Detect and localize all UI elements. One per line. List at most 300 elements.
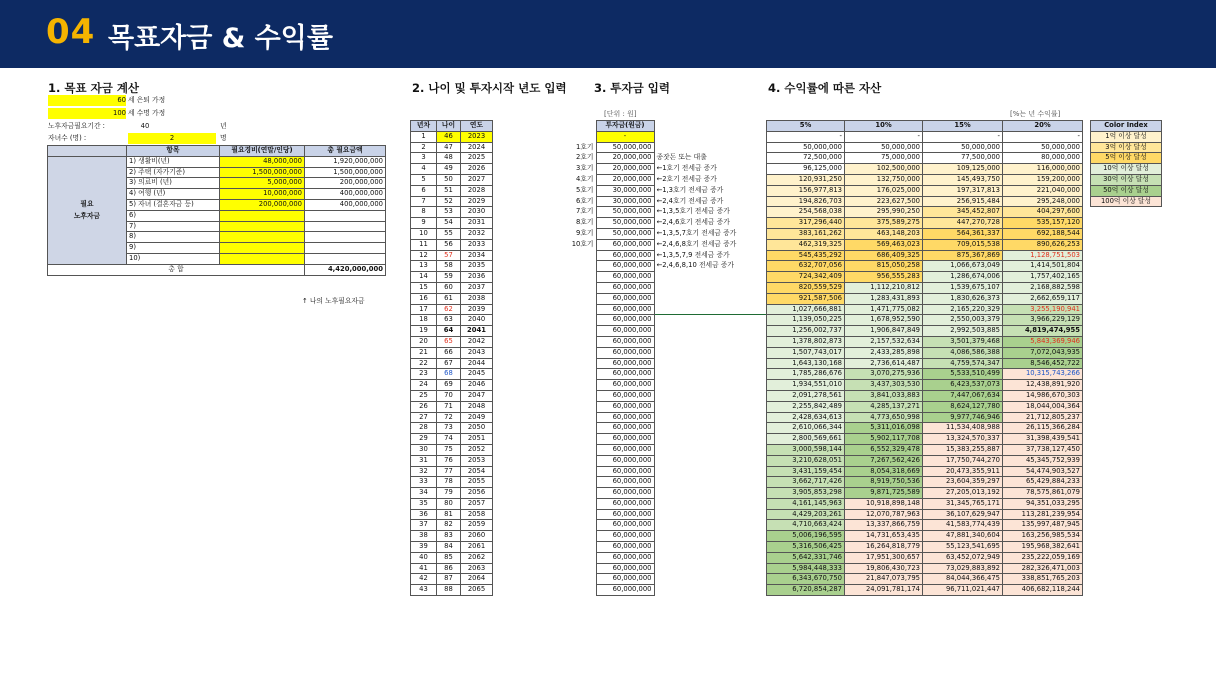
invest-column-header: 투자금(원금) [596,121,654,132]
title-bar [0,0,1216,68]
asset-value-cell: 2,992,503,885 [923,326,1003,337]
returns-header-row [767,121,1083,132]
asset-value-cell: 6,423,537,073 [923,380,1003,391]
invest-amount-input[interactable]: 60,000,000 [596,293,654,304]
age-row [411,498,493,509]
year-index-cell: 40 [411,552,437,563]
asset-value-cell: 6,343,670,750 [767,574,845,585]
calendar-year-cell: 2027 [461,174,493,185]
invest-row [560,423,766,434]
invest-note [654,282,766,293]
invest-note [654,423,766,434]
calendar-year-cell: 2043 [461,347,493,358]
age-cell: 65 [437,336,461,347]
property-label [560,358,596,369]
invest-note [654,563,766,574]
property-label: 4호기 [576,174,594,183]
age-row [411,466,493,477]
asset-value-cell: 692,188,544 [1003,228,1083,239]
required-funds-label [48,156,127,264]
invest-amount-input[interactable]: 50,000,000 [596,142,654,153]
goal-item-label: 2) 주택 (자가기준) [127,167,220,178]
year-index-cell: 17 [411,304,437,315]
invest-amount-input[interactable]: 60,000,000 [596,369,654,380]
asset-value-cell: 96,125,000 [767,164,845,175]
asset-value-cell: 1,934,551,010 [767,380,845,391]
asset-value-cell: 55,123,541,695 [923,542,1003,553]
goal-table [47,145,386,276]
asset-value-cell: 14,986,670,303 [1003,390,1083,401]
property-label [560,574,596,585]
invest-row [560,347,766,358]
year-index-cell: 18 [411,315,437,326]
color-index-item: 50억 이상 달성 [1091,185,1162,196]
children-label: 자녀수 (명) : [48,134,87,142]
asset-value-cell: 5,642,331,746 [767,552,845,563]
asset-value-cell: 3,000,598,144 [767,444,845,455]
asset-value-cell: 2,091,278,561 [767,390,845,401]
invest-amount-input[interactable]: 60,000,000 [596,250,654,261]
invest-row [560,531,766,542]
age-cell: 49 [437,164,461,175]
year-index-cell: 32 [411,466,437,477]
asset-value-cell: 19,806,430,723 [845,563,923,574]
asset-value-cell: 10,918,898,148 [845,498,923,509]
invest-row [560,282,766,293]
invest-note [654,336,766,347]
asset-value-cell: 686,409,325 [845,250,923,261]
invest-amount-input[interactable]: 60,000,000 [596,477,654,488]
property-label: 6호기 [576,196,594,205]
asset-value-cell: 7,447,067,634 [923,390,1003,401]
year-index-cell: 35 [411,498,437,509]
asset-value-cell: 1,507,743,017 [767,347,845,358]
age-row [411,250,493,261]
invest-amount-input[interactable]: 60,000,000 [596,509,654,520]
age-row [411,412,493,423]
returns-row [767,282,1083,293]
invest-note: ←2,4,6,8호기 전세금 증가 [656,239,737,248]
property-label: 10호기 [571,239,594,248]
asset-value-cell: 5,843,369,946 [1003,336,1083,347]
returns-row [767,455,1083,466]
calendar-year-cell: 2036 [461,272,493,283]
year-index-cell: 41 [411,563,437,574]
calendar-year-cell: 2055 [461,477,493,488]
invest-table [560,120,766,596]
asset-value-cell: 709,015,538 [923,239,1003,250]
returns-row [767,326,1083,337]
invest-row [560,574,766,585]
age-row [411,542,493,553]
year-index-cell: 38 [411,531,437,542]
year-index-cell: 10 [411,228,437,239]
asset-value-cell: 8,624,127,780 [923,401,1003,412]
asset-value-cell: 820,559,529 [767,282,845,293]
invest-note [654,488,766,499]
age-column-header: 연도 [461,121,493,132]
invest-amount-input[interactable]: 60,000,000 [596,423,654,434]
age-row [411,423,493,434]
invest-row [560,304,766,315]
age-row [411,390,493,401]
calendar-year-cell: 2051 [461,434,493,445]
age-row [411,552,493,563]
asset-value-cell: 4,086,586,388 [923,347,1003,358]
invest-note [654,293,766,304]
color-index-item: 3억 이상 달성 [1091,142,1162,153]
goal-expense-input[interactable]: 48,000,000 [220,156,305,167]
invest-amount-input[interactable]: 60,000,000 [596,542,654,553]
invest-row [560,261,766,272]
asset-value-cell: 72,500,000 [767,153,845,164]
property-label: 3호기 [576,164,594,173]
property-label [560,315,596,326]
goal-item-label: 6) [127,210,220,221]
year-index-cell: 13 [411,261,437,272]
asset-value-cell: 4,773,650,998 [845,412,923,423]
year-index-cell: 28 [411,423,437,434]
property-label [560,293,596,304]
property-label [560,347,596,358]
age-cell: 59 [437,272,461,283]
goal-expense-input[interactable]: 10,000,000 [220,189,305,200]
invest-blank-header [560,121,596,132]
year-index-cell: 3 [411,153,437,164]
asset-value-cell: 50,000,000 [845,142,923,153]
invest-amount-input[interactable]: 60,000,000 [596,282,654,293]
age-cell: 72 [437,412,461,423]
year-index-cell: 7 [411,196,437,207]
invest-row [560,174,766,185]
invest-amount-input[interactable]: 60,000,000 [596,401,654,412]
asset-value-cell: 54,474,903,527 [1003,466,1083,477]
asset-value-cell: 21,712,805,237 [1003,412,1083,423]
asset-value-cell: 338,851,765,203 [1003,574,1083,585]
property-label [560,434,596,445]
invest-amount-input[interactable]: 60,000,000 [596,336,654,347]
invest-row [560,520,766,531]
asset-value-cell: 2,800,569,661 [767,434,845,445]
year-index-cell: 27 [411,412,437,423]
asset-value-cell: 194,826,703 [767,196,845,207]
age-cell: 58 [437,261,461,272]
invest-amount-input[interactable]: 60,000,000 [596,347,654,358]
goal-total-cell [305,232,386,243]
age-row [411,282,493,293]
invest-amount-input[interactable]: 30,000,000 [596,196,654,207]
property-label: 9호기 [576,228,594,237]
invest-header-row [560,121,766,132]
calendar-year-cell: 2061 [461,542,493,553]
invest-amount-input[interactable]: 60,000,000 [596,239,654,250]
age-row [411,174,493,185]
invest-amount-input[interactable]: 60,000,000 [596,358,654,369]
asset-value-cell: 21,847,073,795 [845,574,923,585]
asset-value-cell: 163,256,985,534 [1003,531,1083,542]
invest-amount-input[interactable]: 60,000,000 [596,488,654,499]
section-title-age: 2. 나이 및 투자시작 년도 입력 [412,81,567,95]
asset-value-cell: 2,168,882,598 [1003,282,1083,293]
property-label [560,455,596,466]
asset-value-cell: 36,107,629,947 [923,509,1003,520]
age-cell: 83 [437,531,461,542]
invest-note: ←2호기 전세금 증가 [656,174,717,183]
asset-value-cell: 3,437,303,530 [845,380,923,391]
calendar-year-cell[interactable]: 2023 [461,131,493,142]
asset-value-cell: 13,324,570,337 [923,434,1003,445]
required-funds-line-1: 필요 [80,200,94,209]
invest-amount-input[interactable]: 60,000,000 [596,531,654,542]
invest-amount-input[interactable]: 60,000,000 [596,498,654,509]
asset-value-cell: 65,429,884,233 [1003,477,1083,488]
calendar-year-cell: 2033 [461,239,493,250]
invest-row [560,477,766,488]
period-unit: 년 [220,122,227,130]
age-cell: 76 [437,455,461,466]
invest-note [654,390,766,401]
invest-amount-input[interactable]: 60,000,000 [596,455,654,466]
invest-amount-input[interactable]: 60,000,000 [596,434,654,445]
calendar-year-cell: 2048 [461,401,493,412]
age-cell: 84 [437,542,461,553]
asset-value-cell: 120,931,250 [767,174,845,185]
invest-note: ←2,4,6호기 전세금 증가 [656,218,730,227]
goal-column-header: 총 필요금액 [305,146,386,157]
asset-value-cell: 7,072,043,935 [1003,347,1083,358]
invest-note [654,315,766,326]
invest-amount-input[interactable]: 60,000,000 [596,563,654,574]
invest-amount-input[interactable]: 60,000,000 [596,412,654,423]
invest-note [654,326,766,337]
asset-value-cell: 94,351,033,295 [1003,498,1083,509]
goal-expense-input[interactable] [220,232,305,243]
asset-value-cell: 1,471,775,082 [845,304,923,315]
invest-row [560,293,766,304]
invest-note [654,466,766,477]
asset-value-cell: 815,050,258 [845,261,923,272]
asset-value-cell: 10,315,743,266 [1003,369,1083,380]
asset-value-cell: 159,200,000 [1003,174,1083,185]
invest-note [654,509,766,520]
returns-row [767,520,1083,531]
asset-value-cell: 5,006,196,595 [767,531,845,542]
asset-value-cell: 1,139,050,225 [767,315,845,326]
age-cell: 50 [437,174,461,185]
asset-value-cell: 1,643,130,168 [767,358,845,369]
invest-amount-input[interactable]: 60,000,000 [596,380,654,391]
asset-value-cell: 3,070,275,936 [845,369,923,380]
returns-row [767,358,1083,369]
invest-row [560,455,766,466]
calendar-year-cell: 2060 [461,531,493,542]
invest-amount-input[interactable]: 60,000,000 [596,304,654,315]
returns-row [767,153,1083,164]
asset-value-cell: 4,819,474,955 [1003,326,1083,337]
returns-row [767,336,1083,347]
asset-value-cell: 295,248,000 [1003,196,1083,207]
invest-row [560,444,766,455]
age-cell: 66 [437,347,461,358]
property-label [560,444,596,455]
year-index-cell: 19 [411,326,437,337]
age-cell: 67 [437,358,461,369]
goal-expense-input[interactable] [220,243,305,254]
invest-amount-input[interactable]: - [596,131,654,142]
calendar-year-cell: 2038 [461,293,493,304]
invest-row [560,315,766,326]
year-index-cell: 26 [411,401,437,412]
calendar-year-cell: 2041 [461,326,493,337]
invest-note [654,412,766,423]
invest-amount-input[interactable]: 60,000,000 [596,520,654,531]
asset-value-cell: 383,161,262 [767,228,845,239]
calendar-year-cell: 2037 [461,282,493,293]
asset-value-cell: 256,915,484 [923,196,1003,207]
invest-amount-input[interactable]: 60,000,000 [596,466,654,477]
calendar-year-cell: 2045 [461,369,493,380]
age-row [411,304,493,315]
goal-expense-input[interactable]: 1,500,000,000 [220,167,305,178]
invest-note [654,585,766,596]
invest-amount-input[interactable]: 60,000,000 [596,272,654,283]
calendar-year-cell: 2047 [461,390,493,401]
asset-value-cell: 4,161,145,963 [767,498,845,509]
lifespan-input[interactable]: 100 [48,108,126,119]
asset-value-cell: 9,871,725,589 [845,488,923,499]
invest-amount-input[interactable]: 60,000,000 [596,326,654,337]
year-index-cell: 23 [411,369,437,380]
asset-value-cell: 5,311,016,098 [845,423,923,434]
returns-row [767,250,1083,261]
invest-amount-input[interactable]: 60,000,000 [596,390,654,401]
asset-value-cell: 84,044,366,475 [923,574,1003,585]
asset-value-cell: 375,589,275 [845,218,923,229]
calendar-year-cell: 2028 [461,185,493,196]
invest-note [654,434,766,445]
asset-value-cell: - [767,131,845,142]
age-row [411,218,493,229]
invest-amount-input[interactable]: 20,000,000 [596,164,654,175]
age-row [411,196,493,207]
goal-item-label: 8) [127,232,220,243]
age-row [411,585,493,596]
goal-expense-input[interactable] [220,253,305,264]
retire-age-input[interactable]: 60 [48,95,126,106]
property-label [560,380,596,391]
year-index-cell: 9 [411,218,437,229]
invest-row [560,509,766,520]
asset-value-cell: 1,906,847,849 [845,326,923,337]
asset-value-cell: 890,626,253 [1003,239,1083,250]
invest-amount-input[interactable]: 60,000,000 [596,315,654,326]
asset-value-cell: 4,710,663,424 [767,520,845,531]
calendar-year-cell: 2062 [461,552,493,563]
age-row [411,380,493,391]
invest-amount-input[interactable]: 60,000,000 [596,444,654,455]
invest-amount-input[interactable]: 60,000,000 [596,585,654,596]
rate-column-header: 20% [1003,121,1083,132]
asset-value-cell: 5,316,506,425 [767,542,845,553]
age-row [411,358,493,369]
calendar-year-cell: 2039 [461,304,493,315]
age-row [411,336,493,347]
invest-note: ←1,3,5,7호기 전세금 증가 [656,228,737,237]
goal-expense-input[interactable]: 5,000,000 [220,178,305,189]
invest-row [560,239,766,250]
property-label: 7호기 [576,207,594,216]
invest-row [560,498,766,509]
goal-expense-input[interactable] [220,210,305,221]
asset-value-cell: 47,881,340,604 [923,531,1003,542]
property-label [560,326,596,337]
asset-value-cell: 176,025,000 [845,185,923,196]
calendar-year-cell: 2059 [461,520,493,531]
asset-value-cell: 295,990,250 [845,207,923,218]
invest-amount-input[interactable]: 20,000,000 [596,153,654,164]
returns-row [767,531,1083,542]
asset-value-cell: 2,736,614,487 [845,358,923,369]
invest-amount-input[interactable]: 50,000,000 [596,228,654,239]
invest-note: ←1호기 전세금 증가 [656,164,717,173]
asset-value-cell: 6,720,854,287 [767,585,845,596]
asset-value-cell: 78,575,861,079 [1003,488,1083,499]
asset-value-cell: 135,997,487,945 [1003,520,1083,531]
calendar-year-cell: 2025 [461,153,493,164]
children-input[interactable]: 2 [128,133,216,144]
invest-note [654,531,766,542]
asset-value-cell: 1,678,952,590 [845,315,923,326]
age-row [411,228,493,239]
year-index-cell: 30 [411,444,437,455]
invest-row [560,164,766,175]
invest-amount-input[interactable]: 60,000,000 [596,574,654,585]
age-row [411,293,493,304]
calendar-year-cell: 2057 [461,498,493,509]
invest-note [654,542,766,553]
year-index-cell: 29 [411,434,437,445]
asset-value-cell: 3,841,033,883 [845,390,923,401]
invest-row [560,412,766,423]
asset-value-cell: 545,435,292 [767,250,845,261]
asset-value-cell: 462,319,325 [767,239,845,250]
invest-row [560,488,766,499]
invest-amount-input[interactable]: 60,000,000 [596,552,654,563]
age-cell[interactable]: 46 [437,131,461,142]
returns-row [767,315,1083,326]
invest-amount-input[interactable]: 60,000,000 [596,261,654,272]
invest-note [654,347,766,358]
invest-amount-input[interactable]: 30,000,000 [596,185,654,196]
invest-amount-input[interactable]: 20,000,000 [596,174,654,185]
asset-value-cell: 2,428,634,613 [767,412,845,423]
invest-row [560,390,766,401]
invest-amount-input[interactable]: 50,000,000 [596,207,654,218]
asset-value-cell: 3,905,853,298 [767,488,845,499]
asset-value-cell: 4,759,574,347 [923,358,1003,369]
returns-row [767,185,1083,196]
asset-value-cell: 632,707,056 [767,261,845,272]
goal-expense-input[interactable] [220,221,305,232]
returns-row [767,304,1083,315]
age-cell: 73 [437,423,461,434]
asset-value-cell: 345,452,807 [923,207,1003,218]
invest-amount-input[interactable]: 50,000,000 [596,218,654,229]
goal-expense-input[interactable]: 200,000,000 [220,199,305,210]
invest-row [560,153,766,164]
asset-value-cell: 4,285,137,271 [845,401,923,412]
age-cell: 79 [437,488,461,499]
